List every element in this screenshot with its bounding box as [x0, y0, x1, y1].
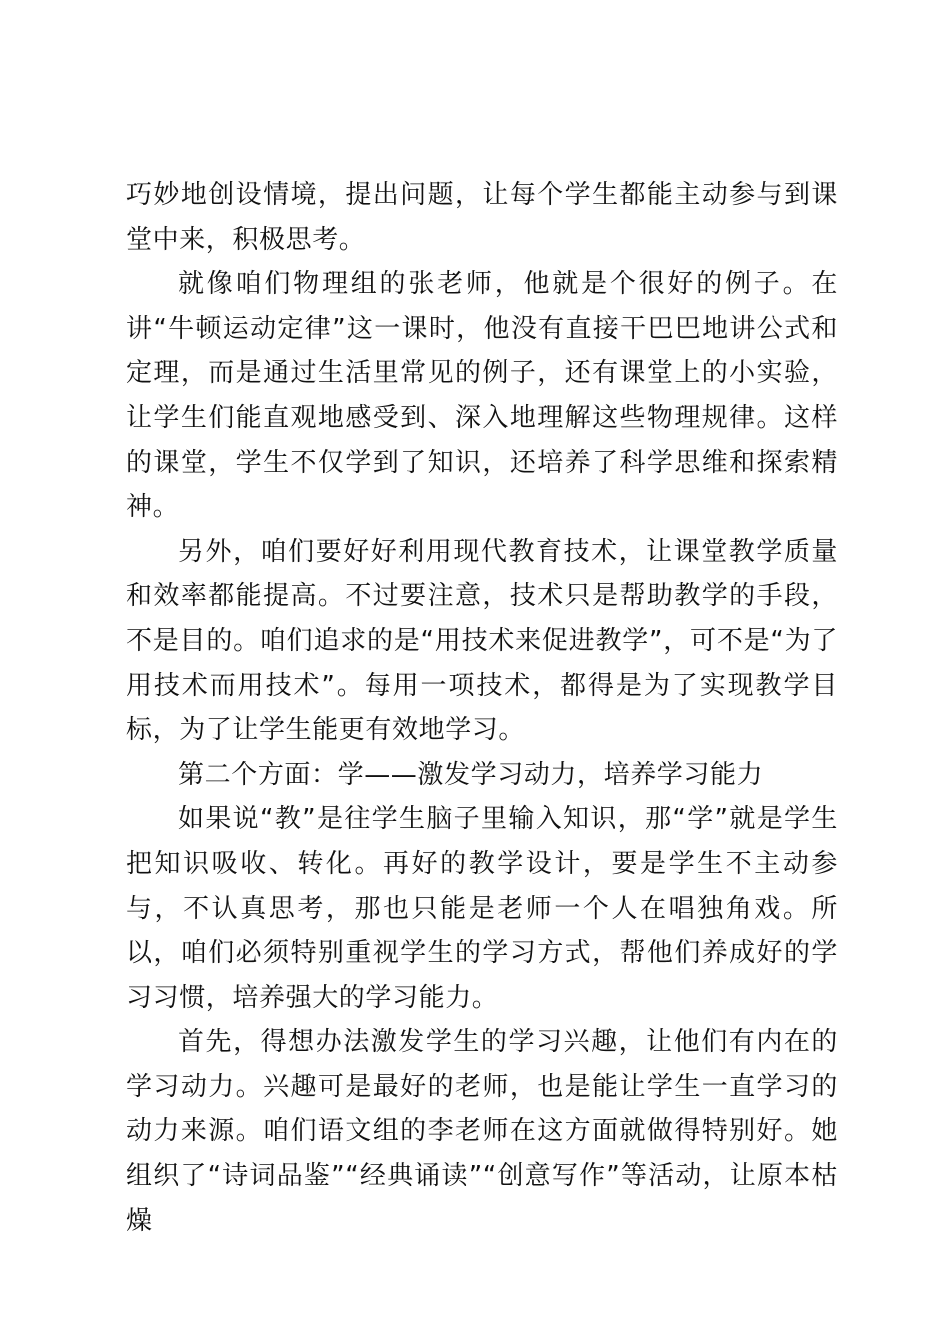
paragraph-physics-example: 就像咱们物理组的张老师，他就是个很好的例子。在讲“牛顿运动定律”这一课时，他没有直接干巴巴地讲公式和定理，而是通过生活里常见的例子，还有课堂上的小实验，让学生们能直观地感受到、深入地理解这些物理规律。这样的课堂，学生不仅学到了知识，还培养了科学思维和探索精神。	[126, 269, 838, 523]
paragraph-continuation: 巧妙地创设情境，提出问题，让每个学生都能主动参与到课堂中来，积极思考。	[126, 180, 838, 255]
paragraph-education-technology: 另外，咱们要好好利用现代教育技术，让课堂教学质量和效率都能提高。不过要注意，技术只是帮助教学的手段，不是目的。咱们追求的是“用技术来促进教学”，可不是“为了用技术而用技术”。每用一项技术，都得是为了实现教学目标，为了让学生能更有效地学习。	[126, 536, 838, 746]
paragraph-learning-importance: 如果说“教”是往学生脑子里输入知识，那“学”就是学生把知识吸收、转化。再好的教学设计，要是学生不主动参与，不认真思考，那也只能是老师一个人在唱独角戏。所以，咱们必须特别重视学生的学习方式，帮他们养成好的学习习惯，培养强大的学习能力。	[126, 804, 838, 1013]
document-body	[126, 173, 838, 1243]
paragraph-learning-interest: 首先，得想办法激发学生的学习兴趣，让他们有内在的学习动力。兴趣可是最好的老师，也是能让学生一直学习的动力来源。咱们语文组的李老师在这方面就做得特别好。她组织了“诗词品鉴”“经典诵读”“创意写作”等活动，让原本枯燥	[126, 1027, 838, 1236]
section-heading-learning: 第二个方面：学——激发学习动力，培养学习能力	[178, 759, 764, 790]
